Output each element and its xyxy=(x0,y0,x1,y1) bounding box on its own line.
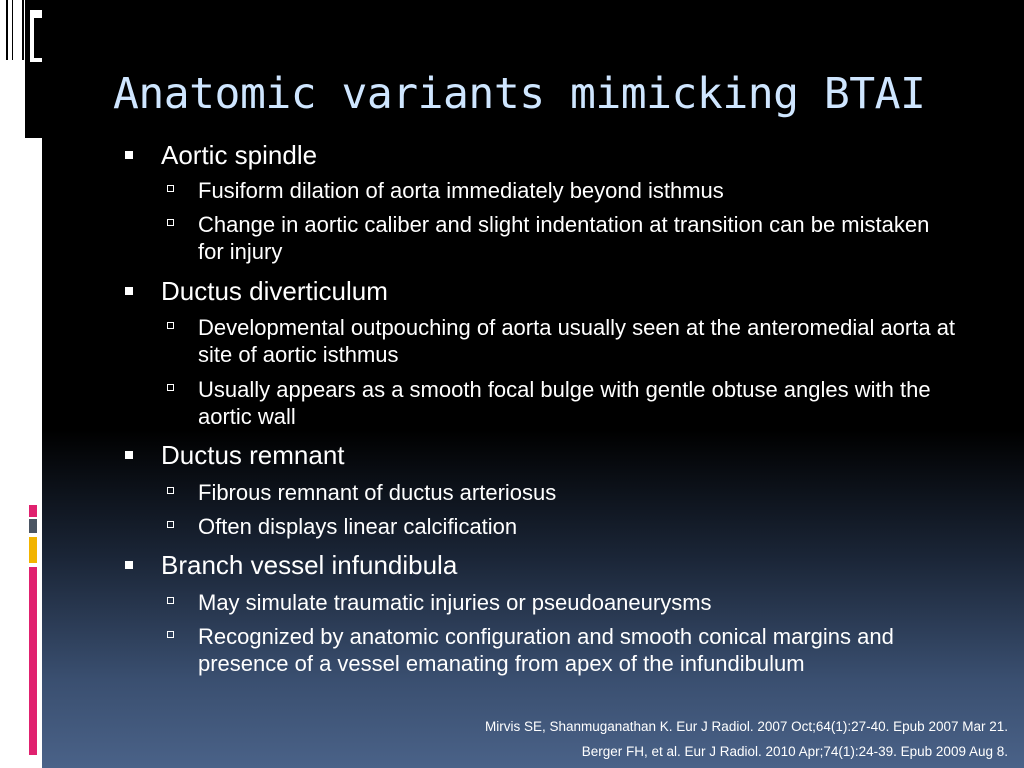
reference-citation: Berger FH, et al. Eur J Radiol. 2010 Apr;74(1):24-39. Epub 2009 Aug 8. xyxy=(581,744,1008,759)
sub-bullet-hollow-square-icon xyxy=(167,597,174,604)
deco-line xyxy=(12,0,13,60)
sub-bullet-hollow-square-icon xyxy=(167,185,174,192)
sub-bullet-item: Usually appears as a smooth focal bulge with gentle obtuse angles with the aortic wall xyxy=(198,377,931,429)
deco-pink-bar xyxy=(29,567,37,755)
bullet-item: Ductus diverticulum xyxy=(161,276,388,306)
sub-bullet-item: Fibrous remnant of ductus arteriosus xyxy=(198,480,557,505)
sub-bullet-hollow-square-icon xyxy=(167,219,174,226)
deco-pink-bar xyxy=(29,505,37,517)
reference-citation: Mirvis SE, Shanmuganathan K. Eur J Radiol. 2007 Oct;64(1):27-40. Epub 2007 Mar 21. xyxy=(484,719,1008,734)
sub-bullet-item: Developmental outpouching of aorta usually seen at the anteromedial aorta at site of aortic isthmus xyxy=(198,315,956,367)
bullet-square-icon xyxy=(125,287,133,295)
bullet-square-icon xyxy=(125,451,133,459)
deco-line xyxy=(6,0,8,60)
sub-bullet-hollow-square-icon xyxy=(167,384,174,391)
sub-bullet-item: Change in aortic caliber and slight indentation at transition can be mistaken for injury xyxy=(198,212,930,264)
slide-title: Anatomic variants mimicking BTAI xyxy=(113,69,926,119)
sub-bullet-item: Recognized by anatomic configuration and smooth conical margins and presence of a vessel emanating from apex of the infundibulum xyxy=(198,624,894,676)
sub-bullet-item: Often displays linear calcification xyxy=(198,514,518,539)
bullet-item: Branch vessel infundibula xyxy=(161,550,458,580)
sub-bullet-hollow-square-icon xyxy=(167,322,174,329)
bullet-item: Ductus remnant xyxy=(161,440,345,470)
deco-gray-bar xyxy=(29,519,37,533)
sub-bullet-hollow-square-icon xyxy=(167,521,174,528)
decorative-bars xyxy=(0,0,42,768)
sub-bullet-item: Fusiform dilation of aorta immediately beyond isthmus xyxy=(198,178,724,203)
sub-bullet-hollow-square-icon xyxy=(167,487,174,494)
sub-bullet-item: May simulate traumatic injuries or pseudoaneurysms xyxy=(198,590,712,615)
bullet-square-icon xyxy=(125,151,133,159)
deco-block xyxy=(34,18,42,58)
deco-line xyxy=(22,0,24,60)
deco-gold-bar xyxy=(29,537,37,563)
bullet-square-icon xyxy=(125,561,133,569)
bullet-item: Aortic spindle xyxy=(161,140,318,170)
sub-bullet-hollow-square-icon xyxy=(167,631,174,638)
